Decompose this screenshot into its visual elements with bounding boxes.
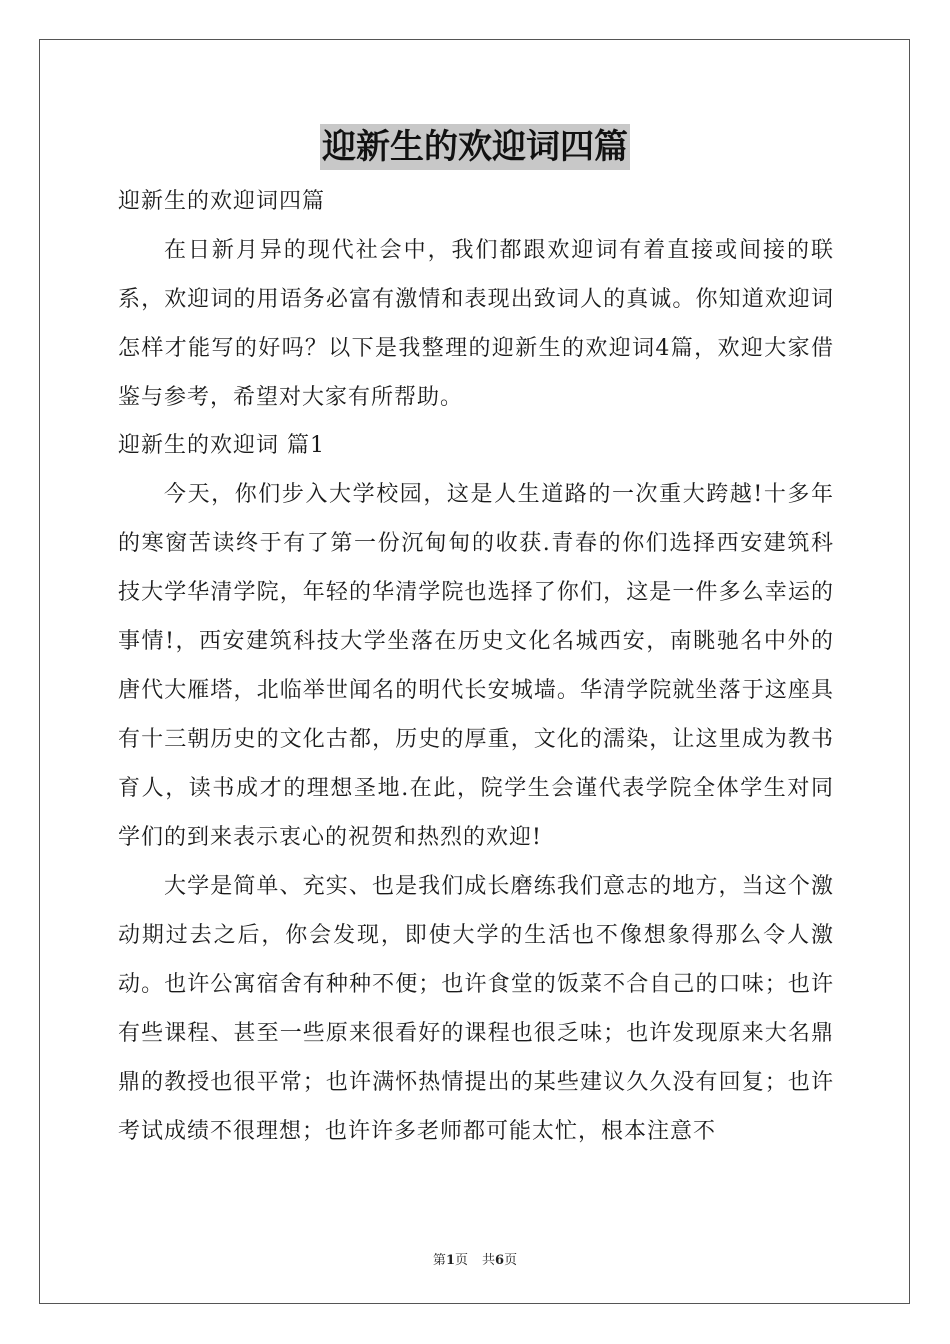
document-subtitle: 迎新生的欢迎词四篇 [118,189,326,214]
body-paragraph: 大学是简单、充实、也是我们成长磨练我们意志的地方，当这个激动期过去之后，你会发现，即使大学的生活也不像想象得那么令人激动。也许公寓宿舍有种种不便；也许食堂的饭菜不合自己的口味；也许有些课程、甚至一些原来很看好的课程也很乏味；也许发现原来大名鼎鼎的教授也很平常；也许满怀热情提出的某些建议久久没有回复；也许考试成绩不很理想；也许许多老师都可能太忙，根本注意不 [118,874,834,1144]
document-body [118,182,834,1156]
body-paragraph: 今天，你们步入大学校园，这是人生道路的一次重大跨越!十多年的寒窗苦读终于有了第一份沉甸甸的收获.青春的你们选择西安建筑科技大学华清学院，年轻的华清学院也选择了你们，这是一件多么幸运的事情!，西安建筑科技大学坐落在历史文化名城西安，南眺驰名中外的唐代大雁塔，北临举世闻名的明代长安城墙。华清学院就坐落于这座具有十三朝历史的文化古都，历史的厚重，文化的濡染，让这里成为教书育人，读书成才的理想圣地.在此，院学生会谨代表学院全体学生对同学们的到来表示衷心的祝贺和热烈的欢迎! [118,482,834,850]
total-prefix: 共 [482,1253,496,1268]
section-heading: 迎新生的欢迎词 篇1 [118,433,325,458]
total-unit: 页 [504,1253,518,1268]
document-title-wrap [0,124,950,170]
document-title: 迎新生的欢迎词四篇 [320,124,630,170]
page-footer [0,1249,950,1268]
intro-paragraph: 在日新月异的现代社会中，我们都跟欢迎词有着直接或间接的联系，欢迎词的用语务必富有激情和表现出致词人的真诚。你知道欢迎词怎样才能写的好吗？以下是我整理的迎新生的欢迎词4篇，欢迎大家借鉴与参考，希望对大家有所帮助。 [118,238,834,410]
page-prefix: 第 [432,1253,446,1268]
current-page-number: 1 [445,1253,455,1268]
page-unit: 页 [454,1253,468,1268]
total-page-number: 6 [495,1253,505,1268]
